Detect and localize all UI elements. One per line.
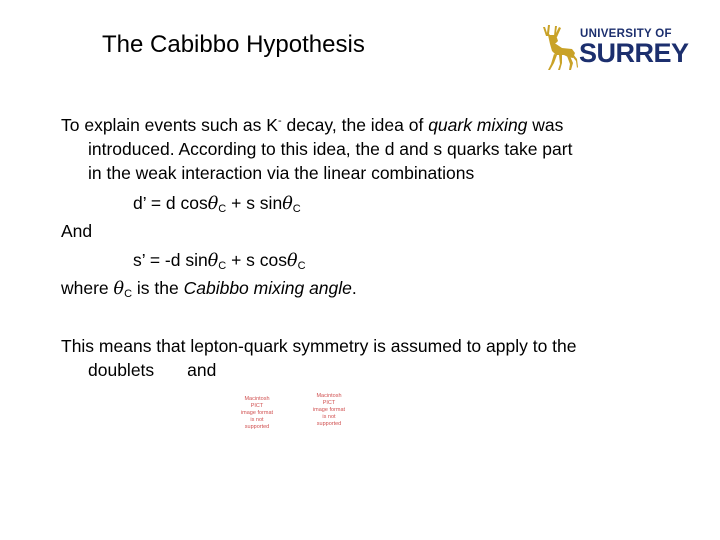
- superscript-minus: -: [277, 115, 282, 127]
- university-logo: [534, 22, 696, 72]
- paragraph-1-line-2: introduced. According to this idea, the d and s quarks take part: [88, 139, 573, 159]
- text-segment: decay, the idea of: [281, 115, 429, 135]
- subscript-c: C: [218, 203, 227, 215]
- emphasis-quark-mixing: quark mixing: [428, 115, 528, 135]
- equation-s-prime: [133, 248, 306, 273]
- paragraph-2-line-1: This means that lepton-quark symmetry is assumed to apply to the: [61, 336, 577, 356]
- stag-emblem-icon: [534, 22, 578, 72]
- logo-surrey: SURREY: [579, 38, 689, 68]
- subscript-c: C: [218, 260, 227, 272]
- theta-symbol: θ: [287, 251, 298, 271]
- text-segment: To explain events such as K: [61, 115, 278, 135]
- paragraph-1-line-1: [61, 113, 563, 137]
- text-segment: was: [527, 115, 564, 135]
- emphasis-cabibbo-mixing-angle: Cabibbo mixing angle: [183, 278, 352, 298]
- unsupported-image-placeholder: Macintosh PICT image format is not supported: [240, 396, 274, 430]
- paragraph-1-line-3: in the weak interaction via the linear combinations: [88, 163, 475, 183]
- theta-symbol: θ: [113, 279, 125, 299]
- equation-text: d’ = d cos: [133, 193, 208, 213]
- text-segment: where: [61, 278, 114, 298]
- text-segment: and: [187, 360, 217, 380]
- text-segment: is the: [132, 278, 184, 298]
- where-line: [61, 276, 357, 301]
- subscript-c: C: [297, 260, 306, 272]
- slide-title: The Cabibbo Hypothesis: [102, 31, 365, 58]
- logo-university-of: UNIVERSITY OF: [580, 28, 672, 40]
- equation-text: s’ = -d sin: [133, 250, 208, 270]
- subscript-c: C: [124, 288, 133, 300]
- equation-text: + s cos: [226, 250, 288, 270]
- and-label: And: [61, 221, 93, 241]
- paragraph-2-line-2: [88, 358, 216, 382]
- theta-symbol: θ: [282, 194, 293, 214]
- subscript-c: C: [292, 203, 301, 215]
- equation-text: + s sin: [226, 193, 283, 213]
- text-segment: .: [351, 278, 357, 298]
- theta-symbol: θ: [207, 251, 219, 271]
- unsupported-image-placeholder: Macintosh PICT image format is not supported: [312, 393, 346, 427]
- equation-d-prime: [133, 191, 301, 216]
- theta-symbol: θ: [207, 194, 219, 214]
- text-segment: doublets: [88, 360, 155, 380]
